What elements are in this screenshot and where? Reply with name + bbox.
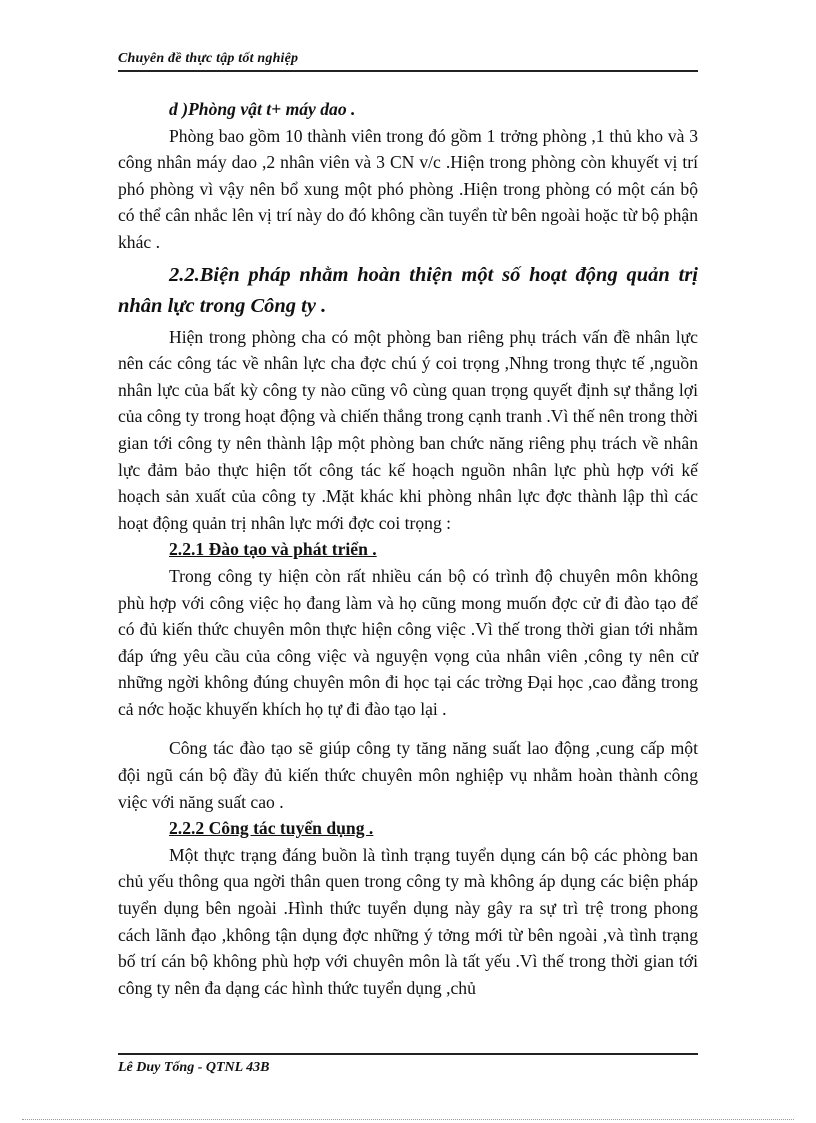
document-body	[118, 96, 698, 1001]
footer-author: Lê Duy Tống - QTNL 43B	[118, 1060, 270, 1075]
section-2-2-paragraph: Hiện trong phòng cha có một phòng ban riêng phụ trách vấn đề nhân lực nên các công tác về nhân lực cha đợc chú ý coi trọng ,Nhng trong thực tế ,nguồn nhân lực của bất kỳ công ty nào cũng vô cùng quan trọng quyết định sự thắng lợi của công ty trong hoạt động và chiến thắng trong cạnh tranh .Vì thế nên trong thời gian tới công ty nên thành lập một phòng ban chức năng riêng phụ trách về nhân lực đảm bảo thực hiện tốt công tác kế hoạch nguồn nhân lực phù hợp với kế hoạch sản xuất của công ty .Mặt khác khi phòng nhân lực đợc thành lập thì các hoạt động quản trị nhân lực mới đợc coi trọng :	[118, 326, 698, 533]
page-footer	[118, 1053, 698, 1075]
section-2-2-1-paragraph-1: Trong công ty hiện còn rất nhiều cán bộ có trình độ chuyên môn không phù hợp với công việc họ đang làm và họ cũng mong muốn đợc cử đi đào tạo để có đủ kiến thức chuyên môn thực hiện công việc .Vì thế trong thời gian tới nhằm đáp ứng yêu cầu của công việc và nguyện vọng của nhân viên ,công ty nên cử những ngời không đúng chuyên môn đi học tại các trờng Đại học ,cao đẳng trong cả nớc hoặc khuyến khích họ tự đi đào tạo lại .	[118, 565, 698, 719]
section-d-paragraph: Phòng bao gồm 10 thành viên trong đó gồm 1 trởng phòng ,1 thủ kho và 3 công nhân máy dao ,2 nhân viên và 3 CN v/c .Hiện trong phòng còn khuyết vị trí phó phòng vì vậy nên bổ xung một phó phòng .Hiện trong phòng có một cán bộ có thể cân nhắc lên vị trí này do đó không cần tuyển từ bên ngoài hoặc từ bộ phận khác .	[118, 125, 698, 252]
section-2-2-1-title: 2.2.1 Đào tạo và phát triển .	[169, 539, 377, 560]
header-title: Chuyên đề thực tập tốt nghiệp	[118, 51, 299, 66]
section-2-2-title: 2.2.Biện pháp nhằm hoàn thiện một số hoạt động quản trị nhân lực trong Công ty .	[118, 263, 698, 317]
section-2-2-2-paragraph: Một thực trạng đáng buồn là tình trạng tuyển dụng cán bộ các phòng ban chủ yếu thông qua ngời thân quen trong công ty mà không áp dụng các biện pháp tuyển dụng bên ngoài .Hình thức tuyển dụng này gây ra sự trì trệ trong phong cách lãnh đạo ,không tận dụng đợc những ý tởng mới từ bên ngoài ,và tình trạng bố trí cán bộ không phù hợp với chuyên môn là tất yếu .Vì thế trong thời gian tới công ty nên đa dạng các hình thức tuyển dụng ,chủ	[118, 844, 698, 998]
section-2-2-1-paragraph-2: Công tác đào tạo sẽ giúp công ty tăng năng suất lao động ,cung cấp một đội ngũ cán bộ đầy đủ kiến thức chuyên môn nghiệp vụ nhằm hoàn thành công việc với năng suất cao .	[118, 738, 698, 812]
page-bottom-dotted-rule	[22, 1119, 794, 1120]
section-d-title: d )Phòng vật t+ máy dao .	[169, 99, 356, 119]
page-header	[118, 50, 698, 72]
paragraph-gap	[118, 722, 698, 735]
section-2-2-2-title: 2.2.2 Công tác tuyển dụng .	[169, 818, 374, 839]
